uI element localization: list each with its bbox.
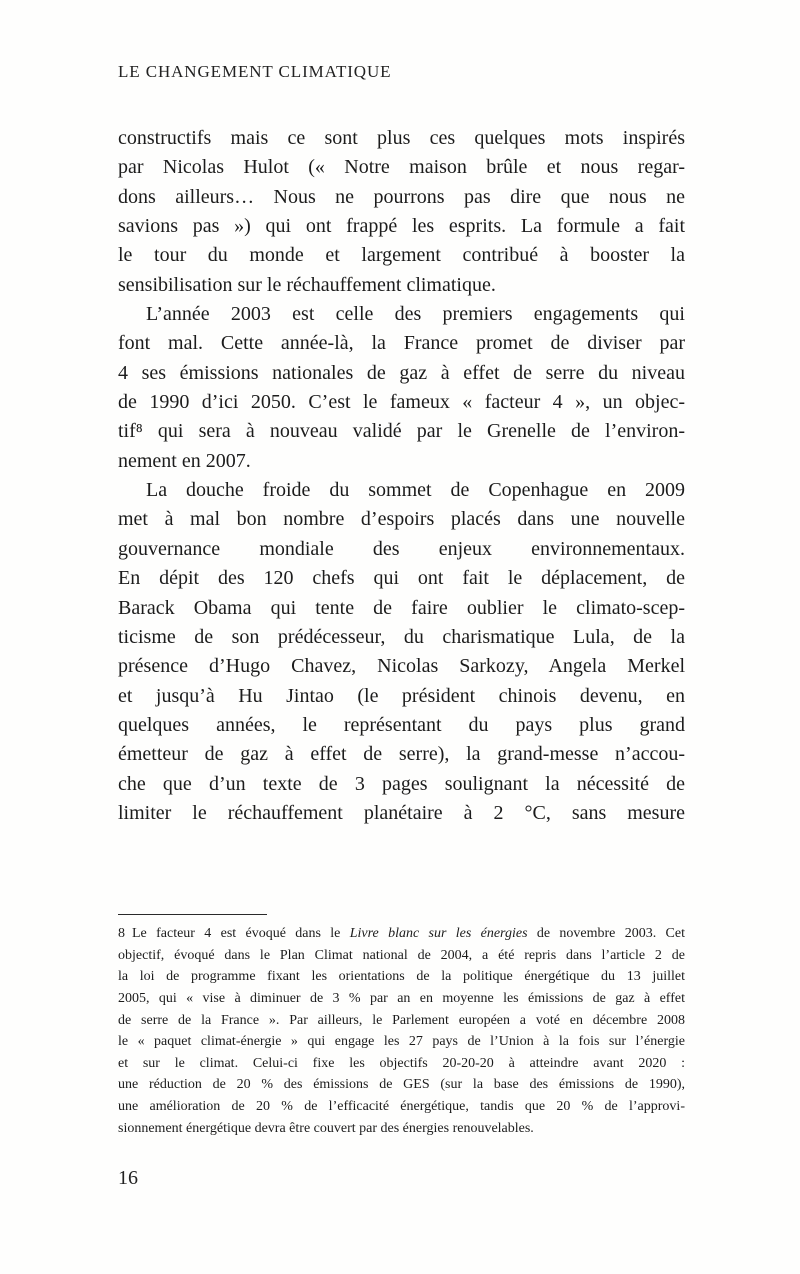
body-text-line: ticisme de son prédécesseur, du charismatique Lula, de la: [118, 625, 685, 648]
body-text-line: Barack Obama qui tente de faire oublier le climato-scep-: [118, 596, 685, 619]
body-text-line: constructifs mais ce sont plus ces quelques mots inspirés: [118, 127, 685, 149]
body-text-line: le tour du monde et largement contribué à booster la: [118, 244, 685, 267]
footnote-text-segment: de novembre 2003. Cet: [527, 926, 685, 941]
body-text-line: savions pas ») qui ont frappé les esprits. La formule a fait: [118, 215, 685, 238]
body-text-line: gouvernance mondiale des enjeux environnementaux.: [118, 537, 685, 560]
footnote-line: 2005, qui « vise à diminuer de 3 % par an en moyenne les émissions de gaz à effet: [118, 990, 685, 1006]
footnote-line: la loi de programme fixant les orientations de la politique énergétique du 13 juillet: [118, 969, 685, 985]
footnote-line: une amélioration de 20 % de l’efficacité énergétique, tandis que 20 % de l’approvi-: [118, 1099, 685, 1115]
body-text-line: limiter le réchauffement planétaire à 2 °C, sans mesure: [118, 801, 685, 824]
footnote-line: le « paquet climat-énergie » qui engage les 27 pays de l’Union à la fois sur l’énergie: [118, 1034, 685, 1050]
footnote-line: [118, 923, 685, 945]
footnote-line: et sur le climat. Celui-ci fixe les objectifs 20-20-20 à atteindre avant 2020 :: [118, 1055, 685, 1071]
body-text-line: par Nicolas Hulot (« Notre maison brûle et nous regar-: [118, 156, 685, 179]
body-text-line: font mal. Cette année-là, la France promet de diviser par: [118, 332, 685, 355]
page-number: 16: [118, 1167, 138, 1189]
footnote-line: une réduction de 20 % des émissions de GES (sur la base des émissions de 1990),: [118, 1077, 685, 1093]
footnote-line: objectif, évoqué dans le Plan Climat national de 2004, a été repris dans l’article 2 de: [118, 947, 685, 963]
body-text-line: émetteur de gaz à effet de serre), la grand-messe n’accou-: [118, 743, 685, 766]
body-text-line: La douche froide du sommet de Copenhague en 2009: [146, 479, 685, 502]
footnote-separator: [118, 914, 267, 915]
body-text-line: met à mal bon nombre d’espoirs placés dans une nouvelle: [118, 508, 685, 531]
body-text-line: L’année 2003 est celle des premiers engagements qui: [146, 303, 685, 326]
body-text: [118, 124, 685, 828]
body-text-line: dons ailleurs… Nous ne pourrons pas dire que nous ne: [118, 185, 685, 208]
footnote-line: de serre de la France ». Par ailleurs, le Parlement européen a voté en décembre 2008: [118, 1012, 685, 1028]
body-text-line: et jusqu’à Hu Jintao (le président chinois devenu, en: [118, 684, 685, 707]
body-text-line: sensibilisation sur le réchauffement climatique.: [118, 273, 496, 296]
body-text-line: che que d’un texte de 3 pages soulignant la nécessité de: [118, 772, 685, 795]
body-text-line: de 1990 d’ici 2050. C’est le fameux « facteur 4 », un objec-: [118, 391, 685, 414]
running-header: LE CHANGEMENT CLIMATIQUE: [118, 62, 392, 81]
footnote-text-segment: 8 Le facteur 4 est évoqué dans le: [118, 926, 350, 941]
body-text-line: tif⁸ qui sera à nouveau validé par le Grenelle de l’environ-: [118, 420, 685, 443]
body-text-line: nement en 2007.: [118, 449, 251, 472]
body-text-line: 4 ses émissions nationales de gaz à effet de serre du niveau: [118, 361, 685, 384]
footnote-line: sionnement énergétique devra être couvert par des énergies renouvelables.: [118, 1120, 534, 1136]
cited-work-title: Livre blanc sur les énergies: [349, 926, 528, 941]
footnote: [118, 923, 685, 1139]
body-text-line: En dépit des 120 chefs qui ont fait le déplacement, de: [118, 567, 685, 590]
body-text-line: quelques années, le représentant du pays plus grand: [118, 713, 685, 736]
body-text-line: présence d’Hugo Chavez, Nicolas Sarkozy, Angela Merkel: [118, 655, 685, 678]
